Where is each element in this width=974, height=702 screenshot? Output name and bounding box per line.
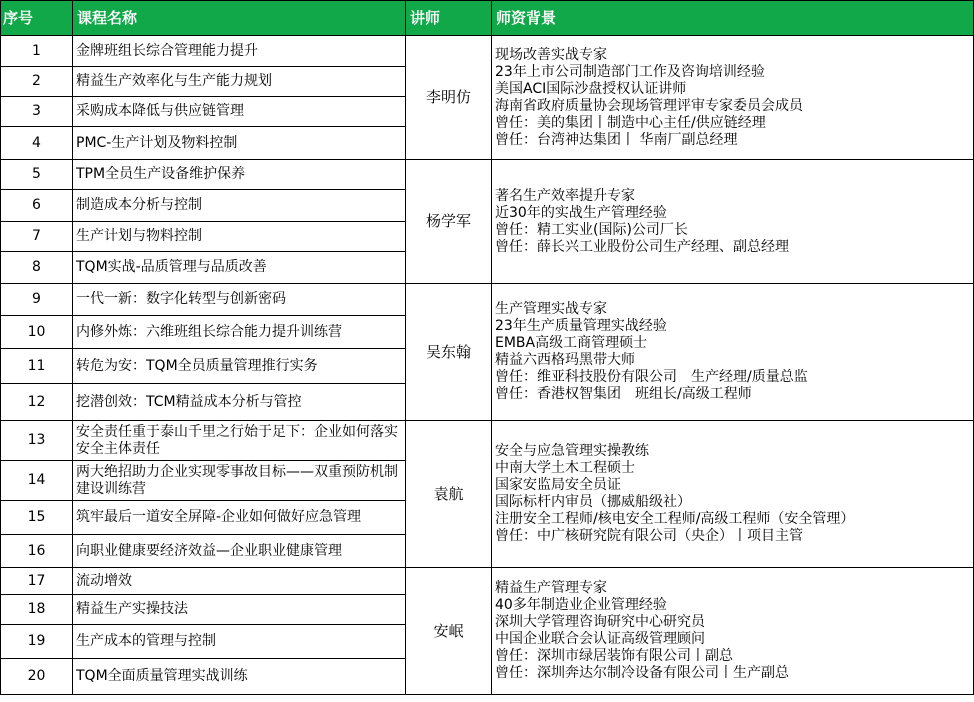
course-number: 6 [1, 190, 73, 222]
table-row [1, 160, 974, 190]
background-line: 曾任：台湾神达集团丨 华南厂副总经理 [495, 131, 738, 148]
background-line: 23年生产质量管理实战经验 [495, 318, 667, 334]
course-number: 5 [1, 160, 73, 190]
teacher-name: 杨学军 [406, 160, 492, 284]
course-number: 3 [1, 97, 73, 127]
course-number: 13 [1, 421, 73, 461]
background-line: 深圳大学管理咨询研究中心研究员 [495, 614, 705, 630]
course-title: 安全责任重于泰山千里之行始于足下：企业如何落实安全主体责任 [73, 421, 406, 461]
course-number: 8 [1, 252, 73, 284]
background-line: 海南省政府质量协会现场管理评审专家委员会成员 [495, 97, 803, 114]
course-number: 7 [1, 222, 73, 252]
background-line: 中南大学土木工程硕士 [495, 460, 635, 476]
course-title: 采购成本降低与供应链管理 [73, 97, 406, 127]
background-line: 生产管理实战专家 [495, 301, 607, 317]
course-title: 内修外炼：六维班组长综合能力提升训练营 [73, 316, 406, 349]
course-number: 15 [1, 501, 73, 535]
course-number: 10 [1, 316, 73, 349]
course-number: 9 [1, 284, 73, 316]
course-title: TQM全面质量管理实战训练 [73, 659, 406, 695]
header-course: 课程名称 [73, 1, 406, 36]
background-line: 曾任：深圳奔达尔制冷设备有限公司丨生产副总 [495, 665, 789, 681]
background-line: 曾任：薛长兴工业股份公司生产经理、副总经理 [495, 238, 789, 255]
course-number: 16 [1, 535, 73, 568]
header-background: 师资背景 [492, 1, 974, 36]
course-title: 两大绝招助力企业实现零事故目标——双重预防机制建设训练营 [73, 461, 406, 501]
background-line: 著名生产效率提升专家 [495, 187, 635, 204]
course-number: 20 [1, 659, 73, 695]
background-line: EMBA高级工商管理硕士 [495, 335, 648, 351]
background-line: 曾任：维亚科技股份有限公司 生产经理/质量总监 [495, 369, 808, 385]
course-title: 挖潜创效：TCM精益成本分析与管控 [73, 384, 406, 421]
course-title: 制造成本分析与控制 [73, 190, 406, 222]
teacher-background [492, 160, 974, 284]
table-row [1, 568, 974, 595]
background-line: 曾任：美的集团丨制造中心主任/供应链经理 [495, 114, 766, 131]
course-title: TPM全员生产设备维护保养 [73, 160, 406, 190]
teacher-background [492, 421, 974, 568]
background-line: 精益六西格玛黑带大师 [495, 352, 635, 368]
course-number: 17 [1, 568, 73, 595]
course-number: 11 [1, 349, 73, 384]
course-title: 向职业健康要经济效益—企业职业健康管理 [73, 535, 406, 568]
background-line: 国家安监局安全员证 [495, 477, 621, 493]
course-number: 19 [1, 625, 73, 659]
background-line: 曾任：香港权智集团 班组长/高级工程师 [495, 386, 752, 402]
teacher-name: 吴东翰 [406, 284, 492, 421]
teacher-background [492, 568, 974, 695]
course-title: 生产成本的管理与控制 [73, 625, 406, 659]
background-line: 曾任：精工实业(国际)公司厂长 [495, 221, 688, 238]
course-title: TQM实战-品质管理与品质改善 [73, 252, 406, 284]
background-line: 国际标杆内审员（挪威船级社） [495, 494, 691, 510]
header-teacher: 讲师 [406, 1, 492, 36]
teacher-background [492, 284, 974, 421]
teacher-background [492, 36, 974, 160]
course-number: 12 [1, 384, 73, 421]
course-title: 流动增效 [73, 568, 406, 595]
teacher-name: 袁航 [406, 421, 492, 568]
course-number: 18 [1, 595, 73, 625]
course-number: 2 [1, 67, 73, 97]
table-row [1, 284, 974, 316]
background-line: 曾任：中广核研究院有限公司（央企）丨项目主管 [495, 528, 803, 544]
table-row [1, 421, 974, 461]
background-line: 安全与应急管理实操教练 [495, 443, 649, 459]
background-line: 精益生产管理专家 [495, 580, 607, 596]
background-line: 曾任：深圳市绿居装饰有限公司丨副总 [495, 648, 733, 664]
course-title: 一代一新：数字化转型与创新密码 [73, 284, 406, 316]
header-row [1, 1, 974, 36]
background-line: 中国企业联合会认证高级管理顾问 [495, 631, 705, 647]
course-number: 4 [1, 127, 73, 160]
background-line: 注册安全工程师/核电安全工程师/高级工程师（安全管理） [495, 511, 855, 527]
table-row [1, 36, 974, 67]
header-num: 序号 [1, 1, 73, 36]
background-line: 美国ACI国际沙盘授权认证讲师 [495, 80, 687, 97]
background-line: 近30年的实战生产管理经验 [495, 204, 667, 221]
course-title: 金牌班组长综合管理能力提升 [73, 36, 406, 67]
course-number: 14 [1, 461, 73, 501]
background-line: 现场改善实战专家 [495, 46, 607, 63]
course-number: 1 [1, 36, 73, 67]
course-title: 精益生产实操技法 [73, 595, 406, 625]
course-title: 转危为安：TQM全员质量管理推行实务 [73, 349, 406, 384]
course-title: 筑牢最后一道安全屏障-企业如何做好应急管理 [73, 501, 406, 535]
teacher-name: 李明仿 [406, 36, 492, 160]
course-title: 精益生产效率化与生产能力规划 [73, 67, 406, 97]
course-title: PMC-生产计划及物料控制 [73, 127, 406, 160]
course-title: 生产计划与物料控制 [73, 222, 406, 252]
background-line: 40多年制造业企业管理经验 [495, 597, 667, 613]
teacher-name: 安岷 [406, 568, 492, 695]
background-line: 23年上市公司制造部门工作及咨询培训经验 [495, 63, 765, 80]
